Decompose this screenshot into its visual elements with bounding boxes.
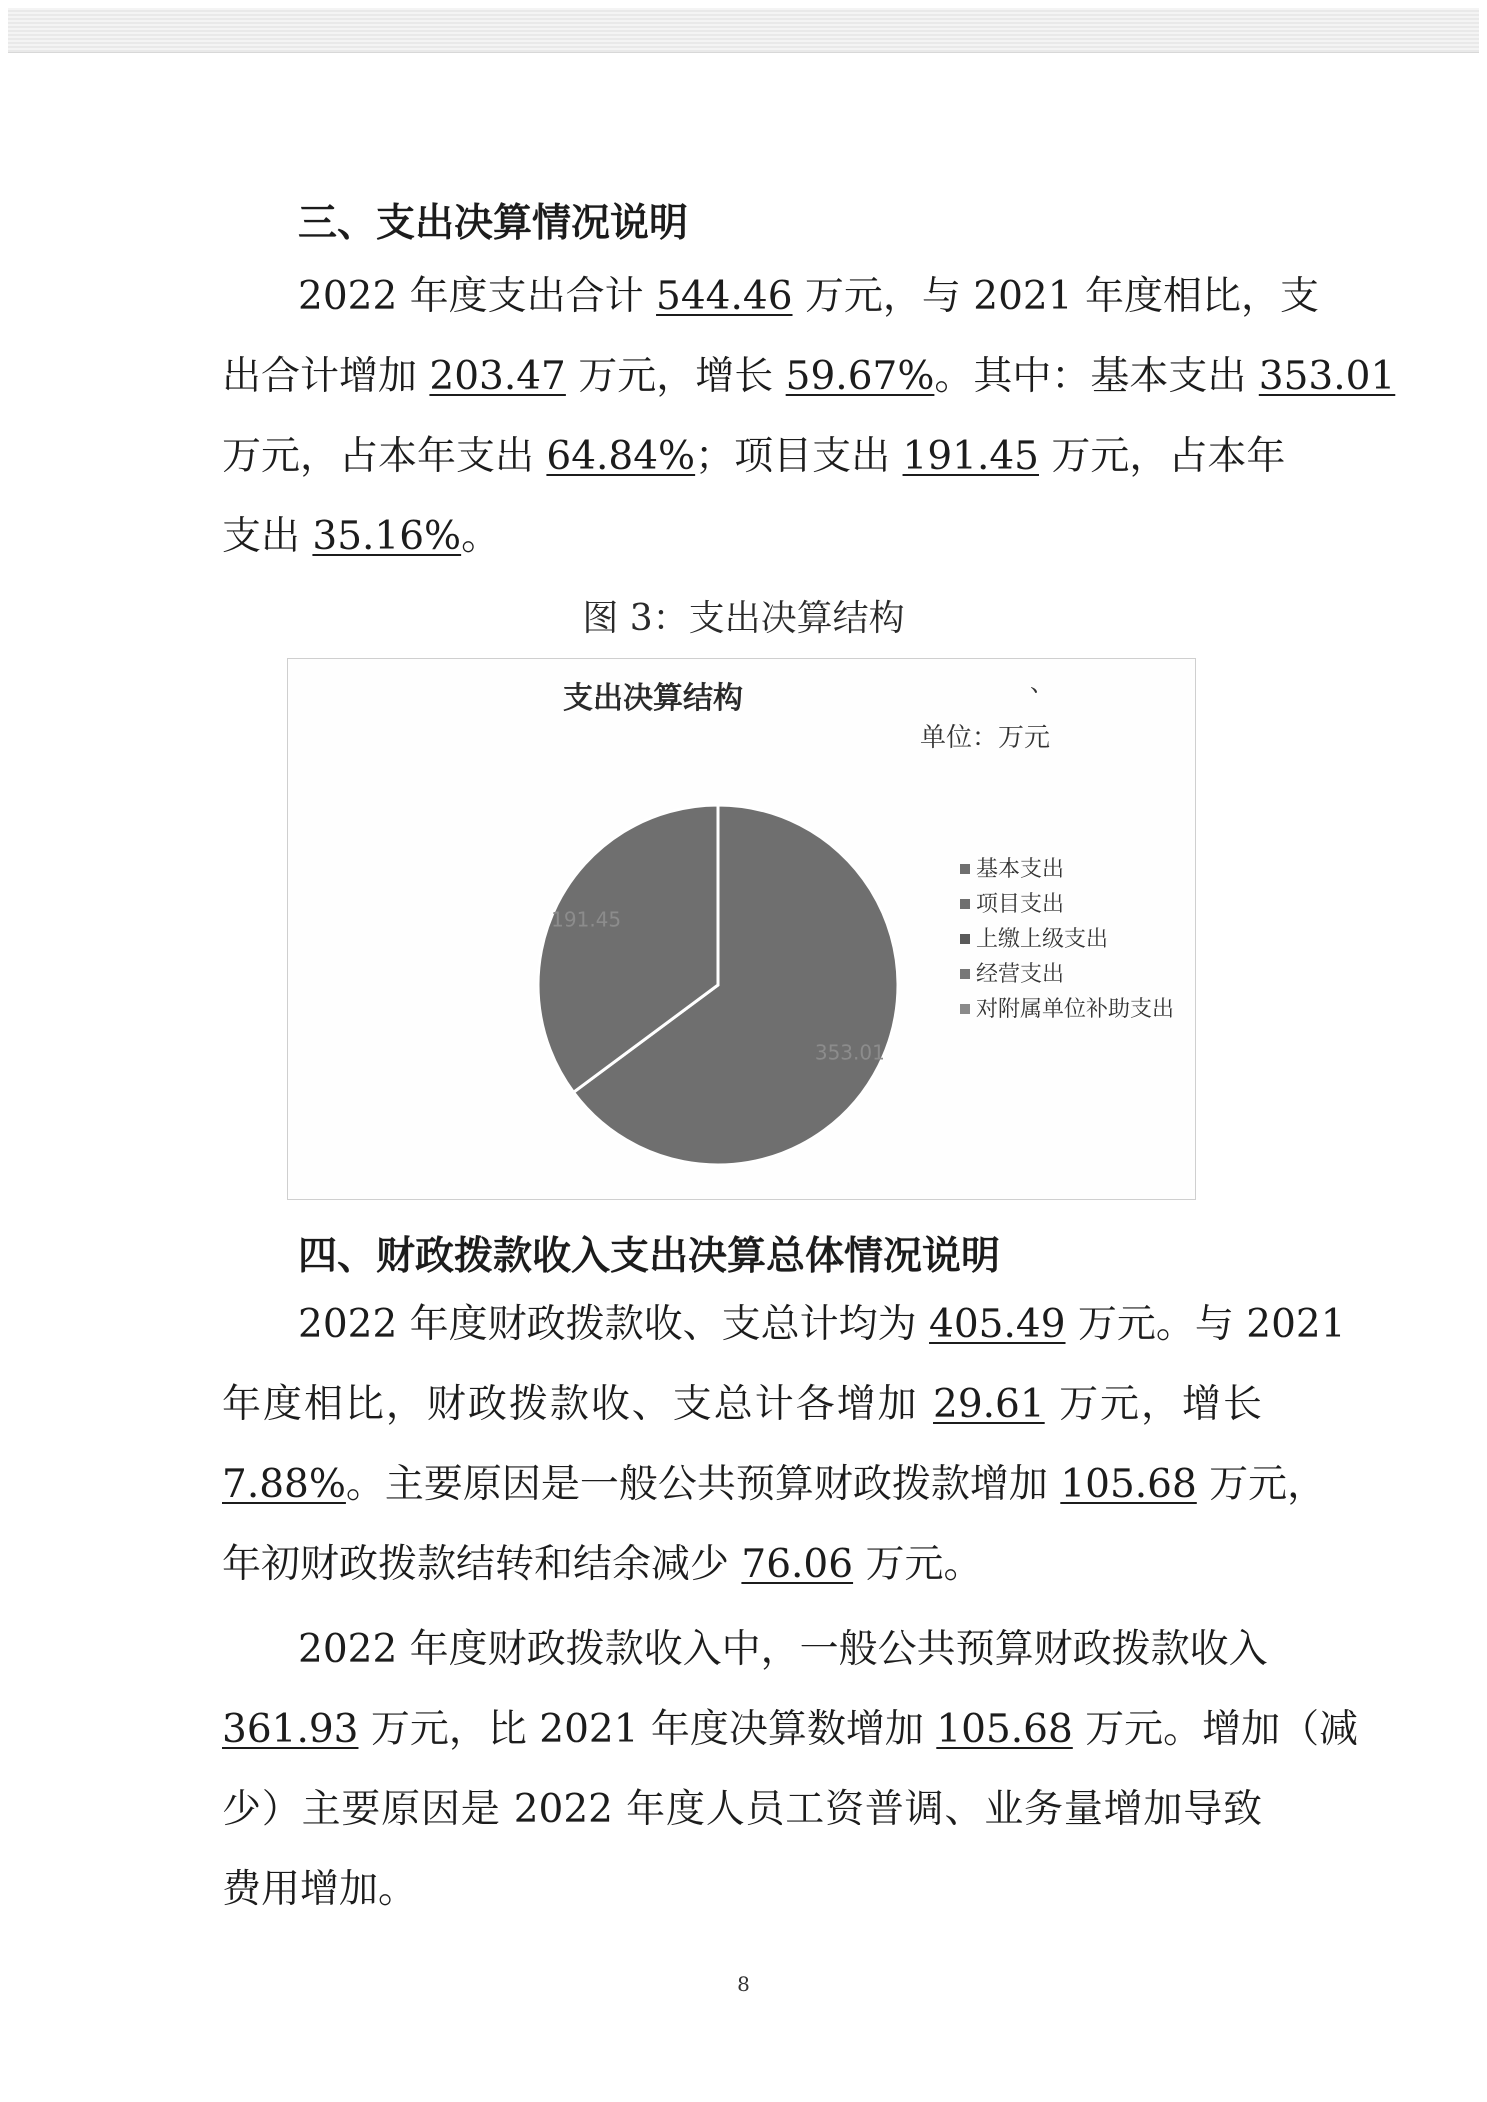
general-budget-income-value: 361.93 <box>222 1707 359 1752</box>
project-share-value: 35.16% <box>312 514 462 559</box>
text: 万元，占本年支出 <box>222 434 547 479</box>
pie-slices <box>538 805 898 1165</box>
text: 万元。 <box>853 1542 983 1587</box>
carryover-decrease-value: 76.06 <box>741 1542 854 1587</box>
s4-p2-line3: 少）主要原因是 2022 年度人员工资普调、业务量增加导致 <box>222 1787 1262 1832</box>
pie-chart-box <box>287 658 1196 1200</box>
text: 万元， <box>1196 1462 1327 1507</box>
legend-swatch-remit <box>960 934 970 944</box>
text: 万元，增长 <box>1044 1382 1262 1427</box>
text: 万元，与 2021 年度相比，支 <box>792 274 1319 319</box>
s4-p1-line3 <box>222 1455 1327 1515</box>
text: 。主要原因是一般公共预算财政拨款增加 <box>345 1462 1061 1507</box>
data-label-basic: 353.01 <box>814 1040 885 1065</box>
text: ；项目支出 <box>695 434 903 479</box>
unit-label: 单位：万元 <box>920 723 1051 753</box>
pie-chart <box>288 659 1195 1199</box>
s3-p1-line3 <box>222 427 1286 487</box>
text: 。其中：基本支出 <box>934 354 1259 399</box>
general-budget-increase-value: 105.68 <box>1060 1462 1197 1507</box>
basic-expense-value: 353.01 <box>1258 354 1396 399</box>
appropriation-increase-value: 29.61 <box>933 1382 1045 1427</box>
text: 年初财政拨款结转和结余减少 <box>222 1542 742 1587</box>
project-expense-value: 191.45 <box>902 434 1039 479</box>
s4-p1-line1 <box>298 1295 1346 1355</box>
text: 万元。增加（减 <box>1072 1707 1359 1752</box>
general-budget-yoy-increase-value: 105.68 <box>936 1707 1073 1752</box>
s3-p1-line1 <box>298 267 1319 327</box>
scan-top-band <box>8 8 1479 53</box>
expense-increase-value: 203.47 <box>429 354 566 399</box>
s4-p1-line4 <box>222 1535 1262 1595</box>
legend-swatch-project <box>960 899 970 909</box>
growth-rate-value: 59.67% <box>785 354 935 399</box>
legend-label-operating: 经营支出 <box>976 962 1065 987</box>
appropriation-total-value: 405.49 <box>929 1302 1066 1347</box>
text: 。 <box>461 514 501 559</box>
s4-p1-line2 <box>222 1375 1262 1435</box>
section3-heading: 三、支出决算情况说明 <box>298 201 689 246</box>
s3-p1-line2 <box>222 347 1396 407</box>
text: 万元，增长 <box>565 354 786 399</box>
text: 万元，比 2021 年度决算数增加 <box>358 1707 937 1752</box>
total-expense-value: 544.46 <box>656 274 793 319</box>
s4-p2-line1: 2022 年度财政拨款收入中，一般公共预算财政拨款收入 <box>298 1627 1268 1672</box>
chart-legend <box>960 857 1174 1022</box>
legend-label-subsidy: 对附属单位补助支出 <box>976 997 1175 1022</box>
appropriation-growth-value: 7.88% <box>222 1462 346 1507</box>
stray-mark: 、 <box>1030 669 1054 697</box>
text: 年度相比，财政拨款收、支总计各增加 <box>222 1382 934 1427</box>
text: 2022 年度支出合计 <box>298 274 657 319</box>
legend-swatch-basic <box>960 864 970 874</box>
s4-p2-line4: 费用增加。 <box>222 1867 418 1912</box>
text: 2022 年度财政拨款收、支总计均为 <box>298 1302 930 1347</box>
text: 万元。与 2021 <box>1065 1302 1346 1347</box>
s3-p1-line4 <box>222 507 1262 567</box>
legend-label-basic: 基本支出 <box>976 857 1065 882</box>
basic-share-value: 64.84% <box>546 434 696 479</box>
text: 支出 <box>222 514 313 559</box>
legend-label-remit: 上缴上级支出 <box>976 927 1109 952</box>
legend-swatch-operating <box>960 969 970 979</box>
page-number: 8 <box>737 1972 750 1996</box>
text: 万元，占本年 <box>1039 434 1286 479</box>
legend-label-project: 项目支出 <box>976 892 1065 917</box>
data-label-project: 191.45 <box>551 907 622 932</box>
figure-caption: 图 3：支出决算结构 <box>582 598 905 639</box>
legend-swatch-subsidy <box>960 1004 970 1014</box>
section4-heading: 四、财政拨款收入支出决算总体情况说明 <box>298 1234 1001 1279</box>
text: 出合计增加 <box>222 354 430 399</box>
chart-title: 支出决算结构 <box>563 681 743 716</box>
s4-p2-line2 <box>222 1700 1359 1760</box>
